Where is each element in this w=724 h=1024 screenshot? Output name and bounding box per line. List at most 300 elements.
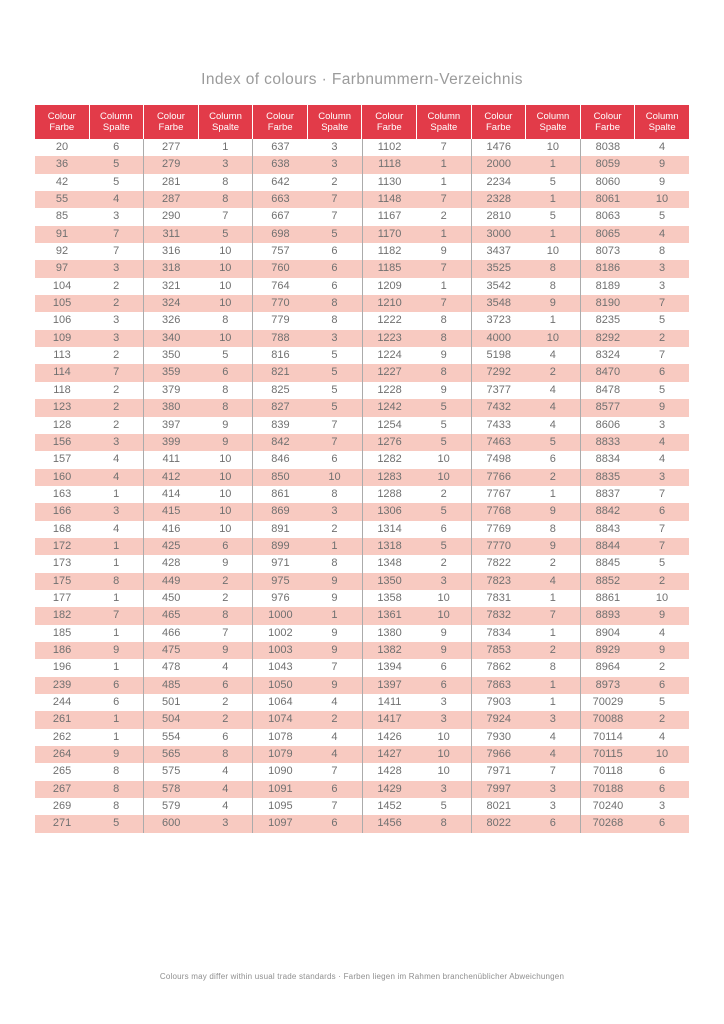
cell-column-value: 6 — [440, 661, 447, 674]
cell-colour-value: 8021 — [486, 800, 511, 813]
column-group — [471, 711, 580, 728]
column-group — [252, 156, 361, 173]
column-group — [362, 451, 471, 468]
cell-column-value: 5 — [331, 383, 338, 396]
column-group — [580, 781, 689, 798]
cell-colour-value: 1091 — [268, 782, 293, 795]
column-group — [252, 694, 361, 711]
column-group — [471, 521, 580, 538]
cell-column-value: 4 — [222, 765, 229, 778]
cell-column-value: 7 — [440, 262, 447, 275]
cell-column-value: 1 — [113, 539, 120, 552]
cell-column-value: 4 — [222, 800, 229, 813]
cell-column-value: 2 — [222, 574, 229, 587]
column-group — [471, 590, 580, 607]
cell-colour-value: 971 — [271, 557, 290, 570]
column-group — [580, 451, 689, 468]
cell-colour-value: 475 — [162, 643, 181, 656]
cell-column-value: 1 — [440, 279, 447, 292]
table-row — [35, 243, 689, 260]
column-group — [580, 815, 689, 832]
cell-column-value: 3 — [113, 505, 120, 518]
cell-colour-value: 185 — [52, 626, 72, 639]
table-row — [35, 573, 689, 590]
column-group — [143, 746, 252, 763]
column-group — [143, 139, 252, 156]
cell-colour-value: 1382 — [377, 643, 402, 656]
column-group — [362, 295, 471, 312]
cell-colour-value: 8060 — [595, 175, 621, 188]
cell-colour-value: 1227 — [377, 366, 402, 379]
cell-column-value: 5 — [549, 175, 556, 188]
cell-column-value: 10 — [655, 591, 669, 604]
cell-colour-value: 8861 — [595, 591, 621, 604]
column-group — [471, 278, 580, 295]
cell-colour-value: 1222 — [377, 314, 402, 327]
cell-colour-value: 466 — [162, 626, 181, 639]
cell-colour-value: 846 — [271, 453, 290, 466]
column-group — [362, 382, 471, 399]
cell-colour-value: 416 — [162, 522, 181, 535]
table-row — [35, 208, 689, 225]
cell-colour-value: 271 — [52, 817, 72, 830]
column-group — [143, 521, 252, 538]
column-group — [143, 156, 252, 173]
cell-colour-value: 1209 — [377, 279, 402, 292]
column-group — [252, 746, 361, 763]
column-group — [580, 694, 689, 711]
cell-colour-value: 1282 — [377, 453, 402, 466]
column-group — [580, 191, 689, 208]
cell-column-value: 1 — [222, 141, 229, 153]
cell-colour-value: 7823 — [486, 574, 511, 587]
column-group — [471, 330, 580, 347]
column-group — [143, 226, 252, 243]
cell-colour-value: 891 — [271, 522, 290, 535]
cell-column-value: 7 — [440, 141, 447, 153]
cell-column-value: 4 — [113, 470, 120, 483]
cell-column-value: 7 — [331, 193, 338, 206]
cell-column-value: 2 — [222, 696, 229, 708]
cell-column-value: 1 — [331, 539, 338, 552]
column-group — [362, 573, 471, 590]
table-row — [35, 503, 689, 520]
cell-column-value: 8 — [222, 193, 229, 206]
column-group — [143, 399, 252, 416]
cell-colour-value: 1427 — [377, 748, 402, 761]
column-group — [362, 156, 471, 173]
cell-colour-value: 70029 — [592, 696, 624, 708]
cell-column-value: 9 — [658, 643, 666, 656]
cell-column-value: 6 — [222, 539, 229, 552]
cell-colour-value: 1288 — [377, 487, 402, 500]
cell-column-value: 1 — [113, 730, 120, 743]
cell-colour-value: 340 — [162, 331, 181, 344]
cell-column-value: 4 — [658, 730, 666, 743]
header-cell-column-label-de: Spalte — [102, 122, 130, 133]
cell-column-value: 10 — [219, 470, 232, 483]
cell-colour-value: 318 — [162, 262, 181, 275]
cell-colour-value: 825 — [271, 383, 290, 396]
cell-colour-value: 698 — [271, 227, 290, 240]
column-group — [471, 694, 580, 711]
cell-column-value: 5 — [440, 539, 447, 552]
cell-colour-value: 8964 — [595, 661, 621, 674]
cell-column-value: 4 — [658, 227, 666, 240]
column-group — [252, 659, 361, 676]
cell-column-value: 9 — [658, 158, 666, 171]
cell-column-value: 1 — [440, 227, 447, 240]
cell-colour-value: 1002 — [268, 626, 293, 639]
column-group — [252, 538, 361, 555]
cell-column-value: 3 — [331, 331, 338, 344]
cell-colour-value: 7831 — [486, 591, 511, 604]
cell-colour-value: 1228 — [377, 383, 402, 396]
column-group — [143, 538, 252, 555]
cell-column-value: 10 — [219, 522, 232, 535]
table-row — [35, 590, 689, 607]
cell-column-value: 5 — [658, 696, 666, 708]
cell-column-value: 10 — [437, 591, 450, 604]
cell-colour-value: 104 — [52, 279, 72, 292]
table-row — [35, 625, 689, 642]
cell-column-value: 2 — [658, 331, 666, 344]
cell-colour-value: 7997 — [486, 782, 511, 795]
cell-colour-value: 8929 — [595, 643, 621, 656]
column-group — [143, 208, 252, 225]
header-cell-colour-label-en: Colour — [47, 110, 76, 122]
cell-column-value: 3 — [549, 782, 556, 795]
cell-column-value: 5 — [222, 227, 229, 240]
cell-column-value: 9 — [331, 574, 338, 587]
column-group — [362, 781, 471, 798]
column-group — [471, 243, 580, 260]
cell-colour-value: 244 — [52, 696, 72, 708]
column-group — [471, 295, 580, 312]
column-group — [35, 521, 143, 538]
cell-column-value: 1 — [113, 661, 120, 674]
cell-colour-value: 1358 — [377, 591, 402, 604]
cell-column-value: 4 — [658, 453, 666, 466]
header-cell-colour-label-de: Farbe — [595, 122, 620, 133]
cell-column-value: 4 — [222, 782, 229, 795]
cell-colour-value: 1090 — [268, 765, 293, 778]
cell-column-value: 5 — [549, 210, 556, 223]
column-group — [362, 226, 471, 243]
column-group — [252, 451, 361, 468]
cell-colour-value: 575 — [162, 765, 181, 778]
cell-column-value: 6 — [658, 366, 666, 379]
column-group — [143, 503, 252, 520]
column-group — [252, 711, 361, 728]
cell-colour-value: 827 — [271, 401, 290, 414]
cell-column-value: 7 — [113, 245, 120, 258]
table-row — [35, 191, 689, 208]
cell-colour-value: 7930 — [486, 730, 511, 743]
cell-column-value: 9 — [658, 401, 666, 414]
column-group — [35, 278, 143, 295]
column-group — [252, 382, 361, 399]
column-group — [471, 503, 580, 520]
cell-column-value: 3 — [440, 782, 447, 795]
cell-colour-value: 1130 — [377, 175, 402, 188]
column-group — [143, 434, 252, 451]
column-group — [35, 417, 143, 434]
cell-column-value: 8 — [549, 661, 556, 674]
cell-column-value: 5 — [549, 435, 556, 448]
column-group — [35, 590, 143, 607]
cell-colour-value: 262 — [52, 730, 72, 743]
table-row — [35, 451, 689, 468]
cell-colour-value: 287 — [162, 193, 181, 206]
column-group — [580, 642, 689, 659]
cell-colour-value: 173 — [52, 557, 72, 570]
column-group — [143, 625, 252, 642]
cell-colour-value: 109 — [52, 331, 72, 344]
column-group — [362, 417, 471, 434]
cell-colour-value: 8470 — [595, 366, 621, 379]
cell-colour-value: 1380 — [377, 626, 402, 639]
cell-column-value: 5 — [440, 800, 447, 813]
cell-column-value: 2 — [549, 643, 556, 656]
column-group — [143, 590, 252, 607]
cell-column-value: 10 — [437, 470, 450, 483]
cell-column-value: 1 — [440, 175, 447, 188]
table-header-row — [35, 105, 689, 139]
cell-column-value: 7 — [331, 435, 338, 448]
cell-column-value: 2 — [549, 470, 556, 483]
cell-column-value: 9 — [440, 245, 447, 258]
column-group — [580, 590, 689, 607]
cell-column-value: 1 — [440, 158, 447, 171]
cell-column-value: 10 — [546, 141, 559, 153]
column-group — [35, 243, 143, 260]
cell-colour-value: 290 — [162, 210, 181, 223]
cell-column-value: 10 — [219, 262, 232, 275]
cell-colour-value: 7822 — [486, 557, 511, 570]
column-group — [143, 330, 252, 347]
column-group — [252, 347, 361, 364]
cell-column-value: 2 — [549, 557, 556, 570]
column-group — [143, 174, 252, 191]
cell-column-value: 9 — [222, 643, 229, 656]
table-row — [35, 607, 689, 624]
column-group — [143, 729, 252, 746]
column-group — [252, 677, 361, 694]
cell-colour-value: 92 — [55, 245, 69, 258]
cell-colour-value: 277 — [162, 141, 181, 153]
header-cell-colour — [581, 105, 636, 139]
cell-colour-value: 1350 — [377, 574, 402, 587]
cell-colour-value: 113 — [53, 349, 71, 362]
cell-colour-value: 163 — [52, 487, 72, 500]
cell-colour-value: 8973 — [595, 678, 621, 691]
cell-column-value: 6 — [658, 782, 666, 795]
column-group — [362, 434, 471, 451]
column-group — [35, 781, 143, 798]
header-cell-colour-label-en: Colour — [266, 110, 295, 122]
cell-colour-value: 3525 — [486, 262, 511, 275]
cell-colour-value: 8577 — [595, 401, 621, 414]
column-group — [143, 763, 252, 780]
column-group — [471, 486, 580, 503]
column-group — [35, 469, 143, 486]
table-row — [35, 434, 689, 451]
header-cell-column — [417, 105, 472, 139]
cell-colour-value: 2810 — [486, 210, 511, 223]
column-group — [35, 156, 143, 173]
cell-colour-value: 239 — [52, 678, 72, 691]
cell-colour-value: 1411 — [377, 696, 402, 708]
column-group — [471, 382, 580, 399]
column-group — [362, 174, 471, 191]
cell-colour-value: 1314 — [377, 522, 402, 535]
cell-column-value: 4 — [113, 193, 120, 206]
column-group — [252, 763, 361, 780]
column-group — [252, 590, 361, 607]
cell-column-value: 1 — [113, 591, 120, 604]
column-group — [471, 226, 580, 243]
cell-column-value: 6 — [658, 505, 666, 518]
cell-column-value: 6 — [331, 453, 338, 466]
cell-column-value: 9 — [440, 349, 447, 362]
column-group — [252, 364, 361, 381]
cell-column-value: 10 — [546, 331, 559, 344]
cell-colour-value: 637 — [271, 141, 290, 153]
column-group — [580, 382, 689, 399]
header-cell-column-label-de: Spalte — [212, 122, 239, 133]
cell-column-value: 7 — [440, 193, 447, 206]
cell-column-value: 2 — [113, 418, 120, 431]
table-row — [35, 711, 689, 728]
cell-column-value: 2 — [549, 366, 556, 379]
cell-column-value: 5 — [658, 210, 666, 223]
cell-colour-value: 839 — [271, 418, 290, 431]
table-row — [35, 139, 689, 156]
table-row — [35, 486, 689, 503]
cell-column-value: 7 — [549, 609, 556, 622]
cell-colour-value: 428 — [162, 557, 181, 570]
cell-colour-value: 8059 — [595, 158, 621, 171]
table-row — [35, 763, 689, 780]
cell-column-value: 8 — [440, 314, 447, 327]
cell-column-value: 1 — [549, 314, 556, 327]
column-group — [580, 573, 689, 590]
cell-column-value: 5 — [440, 418, 447, 431]
cell-colour-value: 8324 — [595, 349, 621, 362]
cell-column-value: 4 — [658, 435, 666, 448]
cell-colour-value: 8189 — [595, 279, 621, 292]
cell-column-value: 8 — [113, 800, 120, 813]
column-group — [252, 174, 361, 191]
column-group — [471, 139, 580, 156]
cell-column-value: 5 — [113, 175, 120, 188]
cell-column-value: 5 — [658, 314, 666, 327]
column-group — [35, 434, 143, 451]
cell-column-value: 3 — [113, 262, 120, 275]
cell-column-value: 8 — [440, 366, 447, 379]
column-group — [362, 191, 471, 208]
cell-column-value: 7 — [331, 765, 338, 778]
cell-colour-value: 380 — [162, 401, 181, 414]
column-group — [471, 798, 580, 815]
cell-column-value: 3 — [549, 713, 556, 726]
column-group — [580, 226, 689, 243]
cell-colour-value: 485 — [162, 678, 181, 691]
column-group — [471, 763, 580, 780]
column-group — [580, 330, 689, 347]
cell-column-value: 10 — [437, 730, 450, 743]
cell-colour-value: 3000 — [486, 227, 511, 240]
cell-colour-value: 397 — [162, 418, 181, 431]
column-group — [143, 781, 252, 798]
cell-column-value: 1 — [113, 713, 120, 726]
table-row — [35, 538, 689, 555]
column-group — [143, 815, 252, 832]
column-group — [362, 486, 471, 503]
cell-column-value: 6 — [658, 817, 666, 830]
cell-column-value: 8 — [222, 748, 229, 761]
header-cell-colour — [35, 105, 90, 139]
cell-colour-value: 316 — [162, 245, 181, 258]
column-group — [580, 503, 689, 520]
cell-colour-value: 1283 — [377, 470, 402, 483]
cell-column-value: 5 — [440, 435, 447, 448]
cell-column-value: 4 — [549, 383, 556, 396]
cell-colour-value: 8073 — [595, 245, 621, 258]
column-group — [252, 555, 361, 572]
column-group — [362, 815, 471, 832]
cell-colour-value: 412 — [162, 470, 181, 483]
column-group — [252, 781, 361, 798]
column-group — [143, 555, 252, 572]
table-row — [35, 677, 689, 694]
column-group — [252, 417, 361, 434]
cell-colour-value: 7432 — [486, 401, 511, 414]
cell-colour-value: 8844 — [595, 539, 621, 552]
cell-column-value: 7 — [440, 297, 447, 310]
cell-colour-value: 7292 — [486, 366, 511, 379]
cell-colour-value: 265 — [52, 765, 72, 778]
header-cell-colour — [253, 105, 308, 139]
column-group — [143, 347, 252, 364]
cell-colour-value: 8834 — [595, 453, 621, 466]
column-group — [580, 469, 689, 486]
column-group — [580, 538, 689, 555]
cell-colour-value: 8063 — [595, 210, 621, 223]
cell-column-value: 7 — [658, 522, 666, 535]
column-group — [252, 295, 361, 312]
column-group — [471, 191, 580, 208]
cell-colour-value: 123 — [52, 401, 72, 414]
column-group — [362, 399, 471, 416]
column-group — [362, 364, 471, 381]
table-row — [35, 278, 689, 295]
cell-column-value: 2 — [113, 383, 120, 396]
cell-colour-value: 600 — [162, 817, 181, 830]
cell-column-value: 5 — [331, 401, 338, 414]
cell-colour-value: 7770 — [486, 539, 511, 552]
table-row — [35, 312, 689, 329]
cell-colour-value: 1170 — [377, 227, 402, 240]
cell-colour-value: 8843 — [595, 522, 621, 535]
cell-column-value: 6 — [331, 245, 338, 258]
table-row — [35, 746, 689, 763]
cell-colour-value: 8606 — [595, 418, 621, 431]
column-group — [580, 243, 689, 260]
cell-colour-value: 579 — [162, 800, 181, 813]
cell-colour-value: 7863 — [486, 678, 511, 691]
